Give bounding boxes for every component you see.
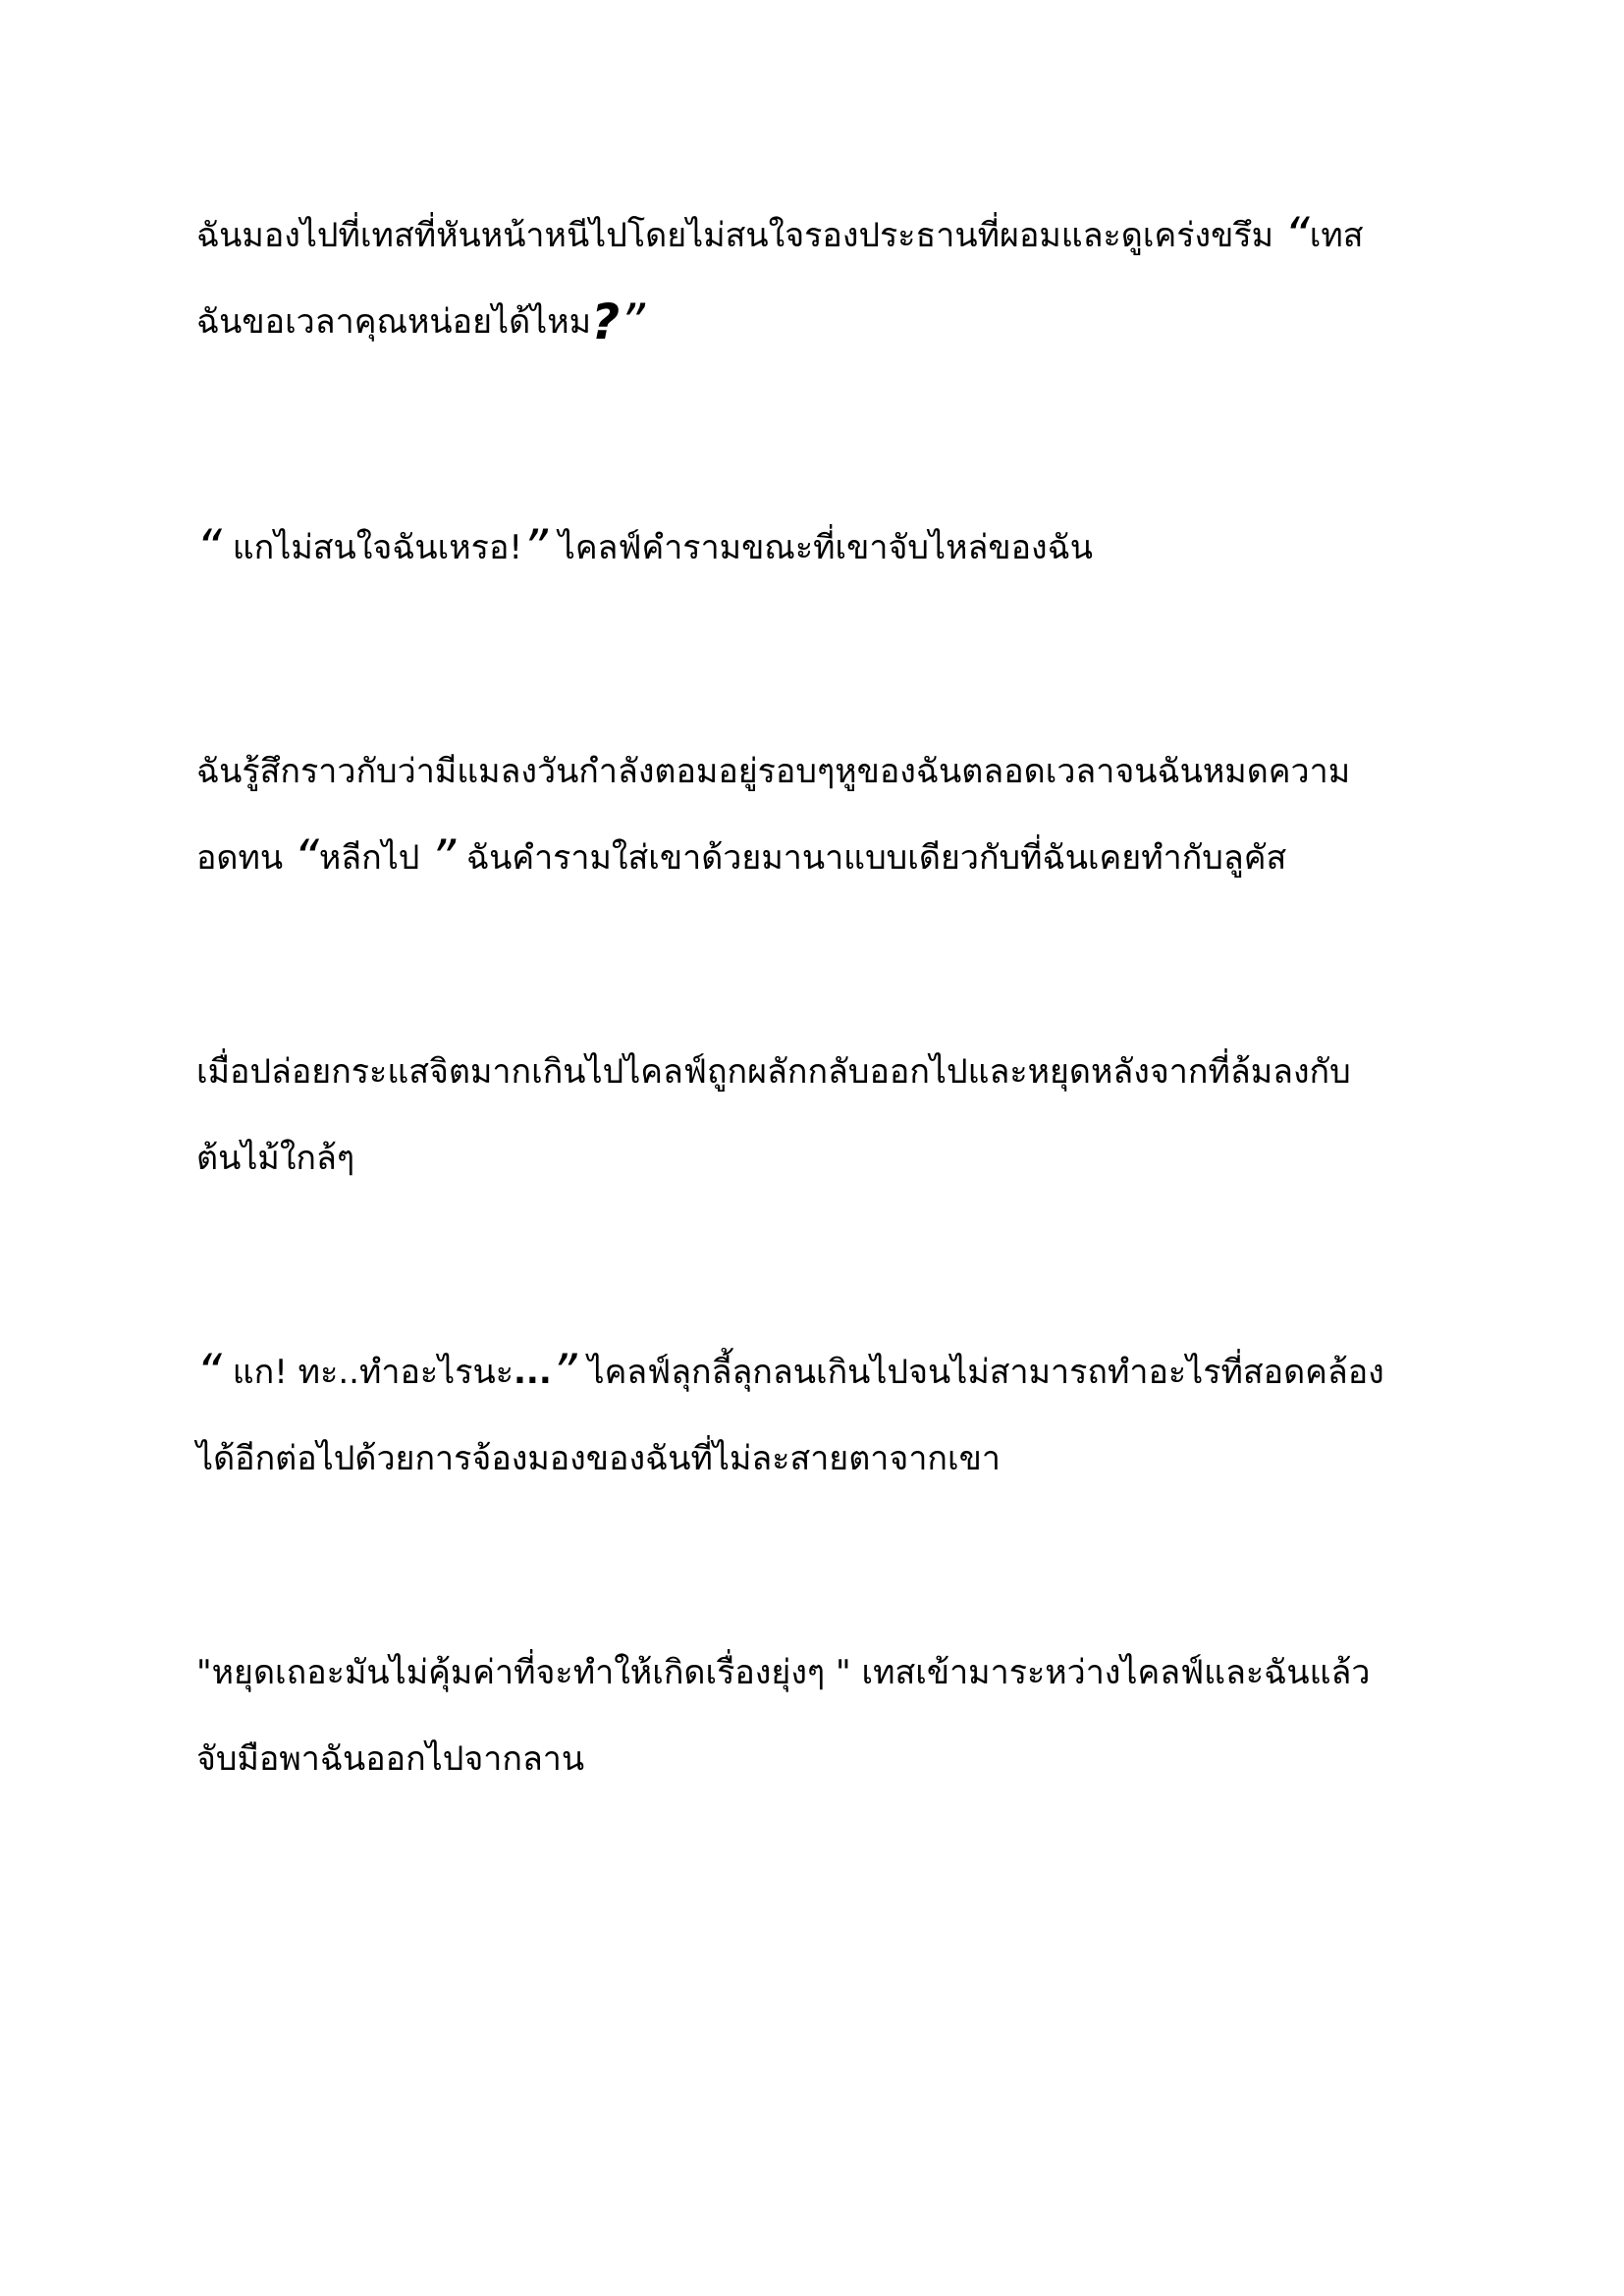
quote-mark: ” [551, 1344, 577, 1401]
quote-mark: “ [196, 1344, 222, 1401]
text-run: เทส [1309, 216, 1364, 255]
paragraph-line [196, 1716, 1443, 1802]
paragraph-line [196, 1115, 1443, 1201]
quote-mark: ” [522, 519, 548, 576]
paragraph-line [196, 1415, 1443, 1502]
paragraph-5 [196, 1329, 1443, 1502]
paragraph-6 [196, 1629, 1443, 1802]
text-run: "หยุดเถอะมันไม่คุ้มค่าที่จะทำให้เกิดเรื่องยุ่งๆ " เทสเข้ามาระหว่างไคลฟ์และฉันแล้ว [196, 1653, 1371, 1692]
text-run: ไคลฟ์คำรามขณะที่เขาจับไหล่ของฉัน [547, 528, 1093, 567]
paragraph-line [196, 505, 1443, 591]
paragraph-line [196, 1329, 1443, 1415]
quote-mark: “ [293, 829, 319, 886]
text-run: ฉันมองไปที่เทสที่หันหน้าหนีไปโดยไม่สนใจรองประธานที่ผอมและดูเคร่งขรึม [196, 216, 1284, 255]
quote-mark: ” [430, 829, 457, 886]
paragraph-line [196, 1029, 1443, 1115]
text-run: แก! ทะ..ทำอะไรนะ [221, 1353, 514, 1392]
text-run: จับมือพาฉันออกไปจากลาน [196, 1739, 585, 1779]
ellipsis: ... [514, 1353, 552, 1392]
question-mark: ? [591, 294, 621, 350]
quote-mark: ” [620, 294, 646, 350]
text-run: ฉันคำรามใส่เขาด้วยมานาแบบเดียวกับที่ฉันเคยทำกับลูคัส [456, 838, 1287, 878]
text-run: เมื่อปล่อยกระแสจิตมากเกินไปไคลฟ์ถูกผลักกลับออกไปและหยุดหลังจากที่ล้มลงกับ [196, 1052, 1351, 1092]
paragraph-line [196, 728, 1443, 815]
text-run: อดทน [196, 838, 294, 878]
paragraph-line [196, 1629, 1443, 1716]
paragraph-4 [196, 1029, 1443, 1201]
text-run: ต้นไม้ใกล้ๆ [196, 1139, 355, 1178]
text-run: แกไม่สนใจฉันเหรอ! [221, 528, 522, 567]
text-run: ฉันรู้สึกราวกับว่ามีแมลงวันกำลังตอมอยู่รอบๆหูของฉันตลอดเวลาจนฉันหมดความ [196, 752, 1351, 791]
quote-mark: “ [196, 519, 222, 576]
text-run: ฉันขอเวลาคุณหน่อยได้ไหม [196, 302, 592, 342]
paragraph-line [196, 279, 1443, 365]
text-run: ได้อีกต่อไปด้วยการจ้องมองของฉันที่ไม่ละสายตาจากเขา [196, 1439, 1001, 1478]
paragraph-line [196, 192, 1443, 279]
paragraph-line [196, 815, 1443, 901]
quote-mark: “ [1283, 207, 1310, 264]
text-run: หลีกไป [318, 838, 431, 878]
paragraph-1 [196, 192, 1443, 365]
paragraph-3 [196, 728, 1443, 901]
text-run: ไคลฟ์ลุกลี้ลุกลนเกินไปจนไม่สามารถทำอะไรที่สอดคล้อง [576, 1353, 1384, 1392]
paragraph-2 [196, 505, 1443, 591]
